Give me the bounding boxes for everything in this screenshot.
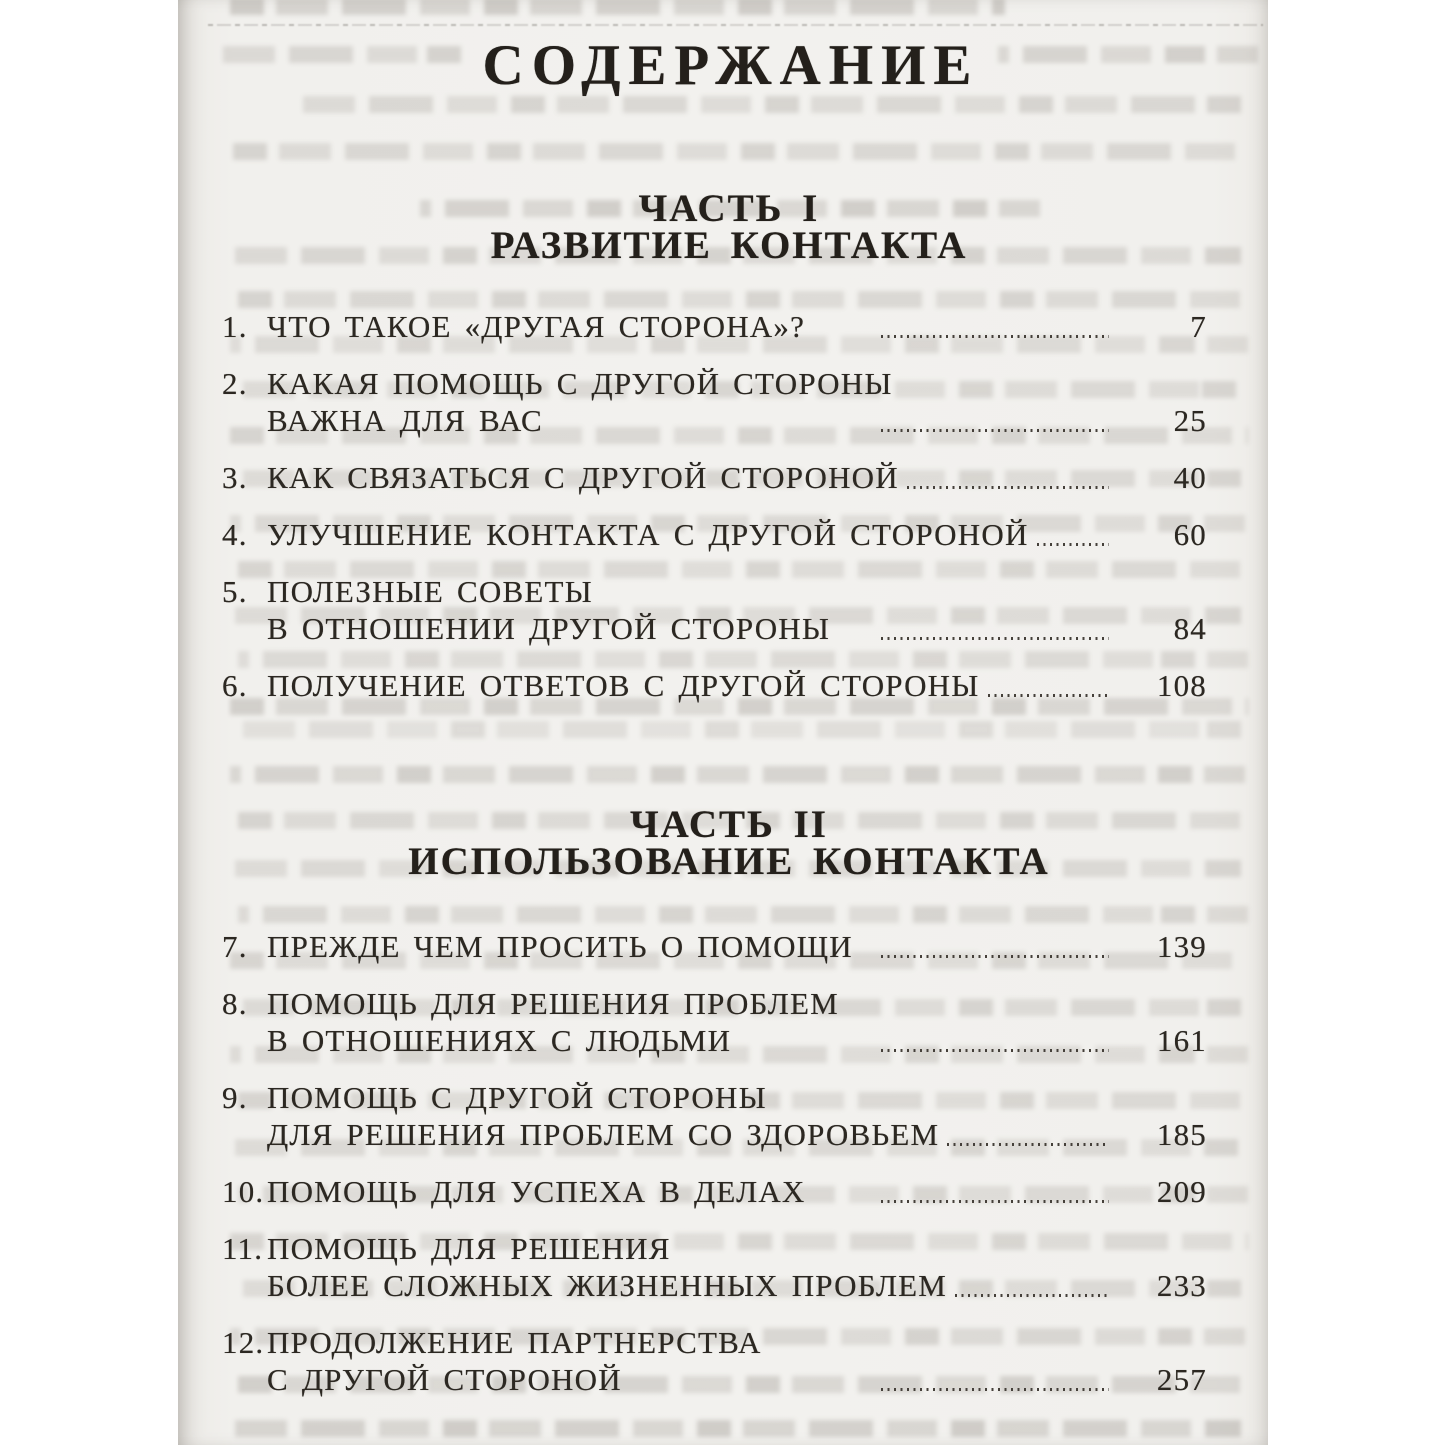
- entry-number: 3.: [222, 460, 248, 495]
- entry-title-continuation: С ДРУГОЙ СТОРОНОЙ: [267, 1362, 622, 1397]
- dot-leader: [907, 486, 1109, 489]
- dot-leader: [955, 1294, 1109, 1297]
- toc-entry: [222, 308, 1207, 345]
- toc-entry: [222, 516, 1207, 553]
- book-page-scan: [178, 0, 1268, 1445]
- entry-title: ПРОДОЛЖЕНИЕ ПАРТНЕРСТВА: [267, 1325, 762, 1360]
- toc-entry: [222, 1173, 1207, 1210]
- entry-page-number: 209: [1156, 1174, 1207, 1209]
- entry-title-continuation: БОЛЕЕ СЛОЖНЫХ ЖИЗНЕННЫХ ПРОБЛЕМ: [267, 1268, 948, 1303]
- part-2-heading-line2: ИСПОЛЬЗОВАНИЕ КОНТАКТА: [408, 840, 1050, 883]
- entry-page-number: 161: [1156, 1023, 1207, 1058]
- dot-leader: [881, 1049, 1109, 1052]
- toc-entry: [222, 459, 1207, 496]
- entry-page-number: 40: [1173, 460, 1207, 495]
- dot-leader: [881, 429, 1109, 432]
- entry-title: КАКАЯ ПОМОЩЬ С ДРУГОЙ СТОРОНЫ: [267, 366, 893, 401]
- toc-title: СОДЕРЖАНИЕ: [482, 34, 980, 97]
- entry-page-number: 25: [1173, 403, 1207, 438]
- entry-number: 11.: [222, 1231, 264, 1266]
- entry-title-continuation: ВАЖНА ДЛЯ ВАС: [267, 403, 543, 438]
- part-1-heading-line2: РАЗВИТИЕ КОНТАКТА: [490, 224, 968, 267]
- entry-page-number: 257: [1156, 1362, 1207, 1397]
- entry-title: ПОМОЩЬ ДЛЯ РЕШЕНИЯ: [267, 1231, 671, 1266]
- dot-leader: [1037, 543, 1109, 546]
- entry-title: ПОМОЩЬ ДЛЯ УСПЕХА В ДЕЛАХ: [267, 1174, 806, 1209]
- toc-entry: [222, 1230, 1207, 1304]
- dot-leader: [881, 1200, 1109, 1203]
- toc-entry: [222, 1324, 1207, 1398]
- toc-entry: [222, 928, 1207, 965]
- toc-list-part-1: [222, 308, 1207, 724]
- entry-title: УЛУЧШЕНИЕ КОНТАКТА С ДРУГОЙ СТОРОНОЙ: [267, 517, 1029, 552]
- entry-number: 10.: [222, 1174, 265, 1209]
- toc-entry: [222, 365, 1207, 439]
- entry-title: ПОМОЩЬ ДЛЯ РЕШЕНИЯ ПРОБЛЕМ: [267, 986, 839, 1021]
- part-2-heading: [178, 803, 1268, 883]
- entry-title: ЧТО ТАКОЕ «ДРУГАЯ СТОРОНА»?: [267, 309, 806, 344]
- entry-number: 7.: [222, 929, 248, 964]
- entry-page-number: 139: [1156, 929, 1207, 964]
- part-1-heading-line1: ЧАСТЬ I: [638, 187, 820, 230]
- toc-entry: [222, 667, 1207, 704]
- toc-entry: [222, 1079, 1207, 1153]
- dot-leader: [881, 955, 1109, 958]
- entry-title: КАК СВЯЗАТЬСЯ С ДРУГОЙ СТОРОНОЙ: [267, 460, 899, 495]
- entry-title: ПОЛУЧЕНИЕ ОТВЕТОВ С ДРУГОЙ СТОРОНЫ: [267, 668, 980, 703]
- dot-leader: [881, 335, 1109, 338]
- entry-title: ПРЕЖДЕ ЧЕМ ПРОСИТЬ О ПОМОЩИ: [267, 929, 853, 964]
- entry-number: 12.: [222, 1325, 265, 1360]
- entry-title-continuation: ДЛЯ РЕШЕНИЯ ПРОБЛЕМ СО ЗДОРОВЬЕМ: [267, 1117, 940, 1152]
- toc-entry: [222, 573, 1207, 647]
- entry-title: ПОЛЕЗНЫЕ СОВЕТЫ: [267, 574, 593, 609]
- part-2-heading-line1: ЧАСТЬ II: [630, 803, 828, 846]
- entry-page-number: 7: [1190, 309, 1207, 344]
- part-1-heading: [178, 187, 1268, 267]
- entry-number: 9.: [222, 1080, 248, 1115]
- entry-title: ПОМОЩЬ С ДРУГОЙ СТОРОНЫ: [267, 1080, 767, 1115]
- dot-leader: [988, 694, 1109, 697]
- toc-list-part-2: [222, 928, 1207, 1418]
- entry-number: 4.: [222, 517, 248, 552]
- entry-page-number: 233: [1156, 1268, 1207, 1303]
- toc-entry: [222, 985, 1207, 1059]
- entry-title-continuation: В ОТНОШЕНИИ ДРУГОЙ СТОРОНЫ: [267, 611, 831, 646]
- entry-number: 6.: [222, 668, 248, 703]
- entry-page-number: 108: [1156, 668, 1207, 703]
- dot-leader: [947, 1143, 1109, 1146]
- entry-page-number: 84: [1173, 611, 1207, 646]
- entry-number: 8.: [222, 986, 248, 1021]
- entry-title-continuation: В ОТНОШЕНИЯХ С ЛЮДЬМИ: [267, 1023, 732, 1058]
- dot-leader: [881, 637, 1109, 640]
- dot-leader: [881, 1388, 1109, 1391]
- entry-number: 1.: [222, 309, 248, 344]
- entry-page-number: 60: [1173, 517, 1207, 552]
- entry-number: 5.: [222, 574, 248, 609]
- entry-number: 2.: [222, 366, 248, 401]
- entry-page-number: 185: [1156, 1117, 1207, 1152]
